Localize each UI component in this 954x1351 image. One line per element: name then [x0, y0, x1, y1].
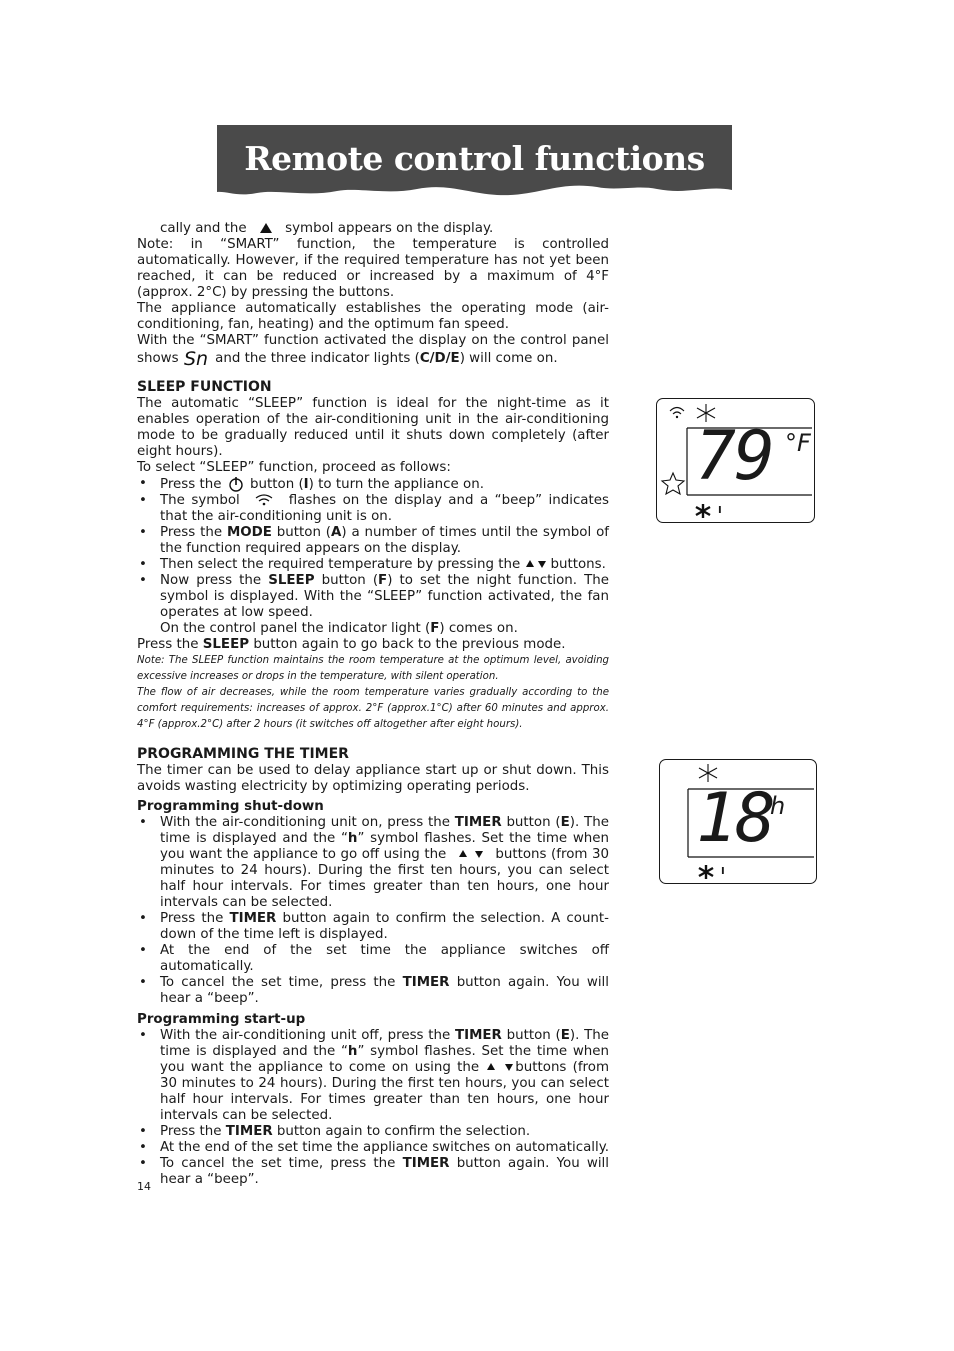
- startup-heading: Programming start-up: [137, 1012, 306, 1027]
- fan-level: I: [721, 866, 725, 877]
- list-item: • To cancel the set time, press the TIMER button again. You will hear a “beep”.: [137, 1156, 609, 1188]
- list-item: • Press the MODE button (A) a number of times until the symbol of the function required appears on the display.: [137, 525, 609, 557]
- sleep-intro: The automatic “SLEEP” function is ideal for the night-time as it enables operation of the air-conditioning unit in the air-conditioning mode to be gradually reduced until it shuts down completely (after eight hours).: [137, 396, 609, 459]
- fan-level: I: [718, 505, 722, 516]
- title-banner: [217, 125, 732, 203]
- shutdown-heading: Programming shut-down: [137, 799, 324, 814]
- sleep-again: Press the SLEEP button again to go back to the previous mode.: [137, 637, 566, 652]
- page-title: Remote control functions: [244, 139, 705, 178]
- fan-icon: [696, 504, 710, 518]
- sleep-steps: [137, 476, 609, 621]
- list-item: • At the end of the set time the appliance switches on automatically.: [137, 1140, 609, 1156]
- fan-icon: [699, 865, 713, 879]
- timer-digits: 18: [696, 779, 774, 858]
- temperature-unit: °F: [785, 429, 811, 457]
- svg-text:Sn: Sn: [183, 349, 208, 367]
- list-item: • Then select the required temperature by pressing the buttons.: [137, 557, 609, 573]
- timer-unit: h: [770, 792, 786, 820]
- up-down-arrows-icon: [451, 848, 491, 860]
- list-item: • With the air-conditioning unit on, press the TIMER button (E). The time is displayed and the “h” symbol flashes. Set the time when you want the appliance to go off using the buttons (from 30 minutes to 24 hours). During the first ten hours, you can select half hour intervals. For times greater than ten hours, one hour intervals can be selected.: [137, 815, 609, 911]
- list-item: • Press the TIMER button again to confirm the selection. A count-down of the time left is displayed.: [137, 911, 609, 943]
- list-item: • To cancel the set time, press the TIMER button again. You will hear a “beep”.: [137, 975, 609, 1007]
- power-icon: [226, 476, 246, 492]
- list-item: • With the air-conditioning unit off, press the TIMER button (E). The time is displayed and the “h” symbol flashes. Set the time when you want the appliance to come on using the buttons (from 30 minutes to 24 hours). During the first ten hours, you can select half hour intervals. For times greater than ten hours, one hour intervals can be selected.: [137, 1028, 609, 1124]
- lcd-display-timer: [659, 759, 817, 884]
- list-item: • The symbol flashes on the display and a “beep” indicates that the air-conditioning unit is on.: [137, 493, 609, 525]
- smart-wave-icon: [246, 493, 282, 507]
- list-item: • Now press the SLEEP button (F) to set the night function. The symbol is displayed. With the “SLEEP” function activated, the fan operates at low speed.: [137, 573, 609, 621]
- startup-steps: [137, 1028, 609, 1188]
- list-item: • At the end of the set time the appliance switches off automatically.: [137, 943, 609, 975]
- timer-heading: PROGRAMMING THE TIMER: [137, 746, 349, 762]
- sleep-section: [137, 378, 609, 733]
- sleep-select: To select “SLEEP” function, proceed as follows:: [137, 460, 451, 475]
- page-number: 14: [137, 1180, 151, 1193]
- smart-line1: cally and the symbol appears on the display.: [160, 221, 494, 236]
- timer-section: [137, 745, 609, 1188]
- smart-wave-icon: [670, 408, 684, 419]
- smart-note: Note: in “SMART” function, the temperature is controlled automatically. However, if the required temperature has not yet been reached, it can be reduced or increased by a maximum of 4°F (approx. 2°C) by pressing the buttons.: [137, 237, 609, 300]
- smart-display: With the “SMART” function activated the display on the control panel shows Sn and the three indicator lights (C/D/E) will come on.: [137, 333, 609, 367]
- up-down-arrows-icon: [485, 1061, 515, 1073]
- smart-mode: The appliance automatically establishes the operating mode (air-conditioning, fan, heating) and the optimum fan speed.: [137, 301, 609, 332]
- smart-triangle-icon: [251, 221, 281, 235]
- sleep-star-icon: [662, 473, 684, 494]
- temperature-digits: 79: [695, 417, 773, 496]
- smart-section: [137, 221, 609, 367]
- shutdown-steps: [137, 815, 609, 1007]
- sleep-note-2: The flow of air decreases, while the room temperature varies gradually according to the comfort requirements: increases of approx. 2°F (approx.1°C) after 60 minutes and approx. 4°F (approx.2°C) after 2 hours (it switches off altogether after eight hours).: [137, 687, 609, 730]
- sleep-note-1: Note: The SLEEP function maintains the room temperature at the optimum level, avoiding excessive increases or drops in the temperature, with silent operation.: [137, 655, 609, 682]
- list-item: • Press the button (I) to turn the appliance on.: [137, 476, 609, 493]
- sn-display-icon: [183, 349, 211, 367]
- lcd-display-sleep: [656, 398, 815, 523]
- sleep-panel-light: On the control panel the indicator light (F) comes on.: [160, 621, 518, 636]
- up-down-arrows-icon: [525, 558, 551, 570]
- sleep-heading: SLEEP FUNCTION: [137, 379, 272, 395]
- list-item: • Press the TIMER button again to confirm the selection.: [137, 1124, 609, 1140]
- timer-intro: The timer can be used to delay appliance start up or shut down. This avoids wasting electricity by optimizing operating periods.: [137, 763, 609, 794]
